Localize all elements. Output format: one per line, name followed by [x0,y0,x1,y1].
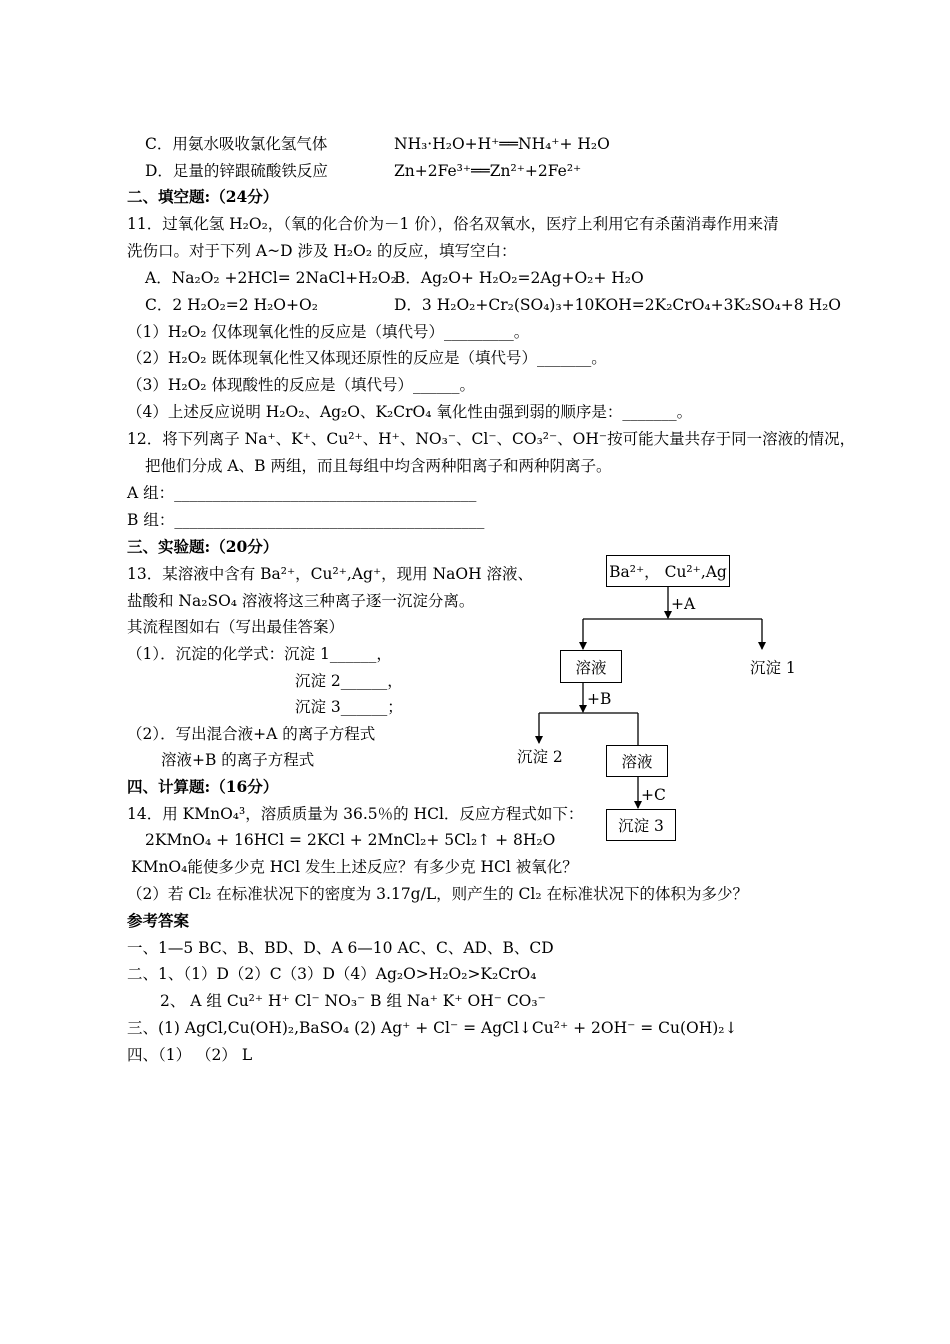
q13-line-1: 13．某溶液中含有 Ba²⁺，Cu²⁺,Ag⁺，现用 NaOH 溶液、 [127,565,534,583]
q13-line-2: 盐酸和 Na₂SO₄ 溶液将这三种离子逐一沉淀分离。 [127,592,475,610]
choice-d-equation: Zn+2Fe³⁺══Zn²⁺+2Fe²⁺ [394,162,582,180]
q14-equation: 2KMnO₄ + 16HCl = 2KCl + 2MnCl₂+ 5Cl₂↑ + 8H₂O [145,831,556,849]
q11-option-c: C．2 H₂O₂=2 H₂O+O₂ [145,296,318,314]
q14-line-4: （2）若 Cl₂ 在标准状况下的密度为 3.17g/L，则产生的 Cl₂ 在标准状况下的体积为多少？ [127,885,749,903]
q12-line-1: 12．将下列离子 Na⁺、K⁺、Cu²⁺、H⁺、NO₃⁻、Cl⁻、CO₃²⁻、OH⁻按可能大量共存于同一溶液的情况， [127,430,856,448]
answer-1: 一、1—5 BC、B、BD、D、A 6—10 AC、C、AD、B、CD [127,939,554,957]
q11-sub-4: （4）上述反应说明 H₂O₂、Ag₂O、K₂CrO₄ 氧化性由强到弱的顺序是：_______。 [127,403,693,421]
flowchart-precipitate-2: 沉淀 2 [517,748,563,766]
flowchart-reagent-c: +C [641,786,666,804]
q13-part-2: （2）．写出混合液+A 的离子方程式 [127,725,376,743]
q12-line-2: 把他们分成 A、B 两组，而且每组中均含两种阳离子和两种阴离子。 [145,457,612,475]
q11-sub-2: （2）H₂O₂ 既体现氧化性又体现还原性的反应是（填代号）_______。 [127,349,607,367]
q13-part-1-precipitate-2: 沉淀 2______， [295,672,403,690]
choice-d-text: D．足量的锌跟硫酸铁反应 [145,162,328,180]
flowchart-solution-box-2: 溶液 [606,745,668,777]
flowchart-precipitate-1: 沉淀 1 [750,659,796,677]
q13-part-2b: 溶液+B 的离子方程式 [161,751,315,769]
q12-group-b: B 组：________________________________________ [127,511,485,529]
answer-4: 四、（1） （2） L [127,1046,253,1064]
flowchart-reagent-b: +B [587,690,612,708]
q11-line-1: 11．过氧化氢 H₂O₂，（氧的化合价为－1 价），俗名双氧水，医疗上利用它有杀菌消毒作用来清 [127,215,779,233]
section-2-heading: 二、填空题:（24分） [127,187,279,206]
q12-group-a: A 组：_______________________________________ [127,484,477,502]
choice-c-text: C．用氨水吸收氯化氢气体 [145,135,328,153]
choice-c-equation: NH₃·H₂O+H⁺══NH₄⁺+ H₂O [394,135,610,153]
q14-line-1: 14．用 KMnO₄³，溶质质量为 36.5％的 HCl．反应方程式如下： [127,805,584,823]
section-4-heading: 四、计算题:（16分） [127,777,279,796]
q11-sub-3: （3）H₂O₂ 体现酸性的反应是（填代号）______。 [127,376,475,394]
flowchart-solution-box-1: 溶液 [560,650,622,683]
q11-sub-1: （1）H₂O₂ 仅体现氧化性的反应是（填代号）_________。 [127,323,530,341]
q11-option-d: D．3 H₂O₂+Cr₂(SO₄)₃+10KOH=2K₂CrO₄+3K₂SO₄+8 H₂O [394,296,842,314]
answer-2: 二、1、（1）D（2）C（3）D（4）Ag₂O>H₂O₂>K₂CrO₄ [127,965,537,983]
answer-2b: 2、 A 组 Cu²⁺ H⁺ Cl⁻ NO₃⁻ B 组 Na⁺ K⁺ OH⁻ CO₃⁻ [160,992,546,1010]
answer-3: 三、(1) AgCl,Cu(OH)₂,BaSO₄ (2) Ag⁺ + Cl⁻ = AgCl↓Cu²⁺ + 2OH⁻ = Cu(OH)₂↓ [127,1019,738,1037]
flowchart-start-box: Ba²⁺， Cu²⁺,Ag [606,555,730,587]
flowchart-reagent-a: +A [671,595,696,613]
section-3-heading: 三、实验题:（20分） [127,537,279,556]
answers-heading: 参考答案 [127,911,190,930]
q13-line-3: 其流程图如右（写出最佳答案） [127,618,345,636]
q11-option-a: A．Na₂O₂ +2HCl= 2NaCl+H₂O₂ [145,269,397,287]
q13-part-1-precipitate-3: 沉淀 3______； [295,698,403,716]
q11-option-b: B．Ag₂O+ H₂O₂=2Ag+O₂+ H₂O [394,269,644,287]
flowchart-precipitate-3-box: 沉淀 3 [606,809,676,841]
q14-line-3: KMnO₄能使多少克 HCl 发生上述反应？有多少克 HCl 被氧化？ [131,858,578,876]
q13-part-1: （1）．沉淀的化学式：沉淀 1______， [127,645,392,663]
q11-line-2: 洗伤口。对于下列 A~D 涉及 H₂O₂ 的反应，填写空白： [127,242,517,260]
